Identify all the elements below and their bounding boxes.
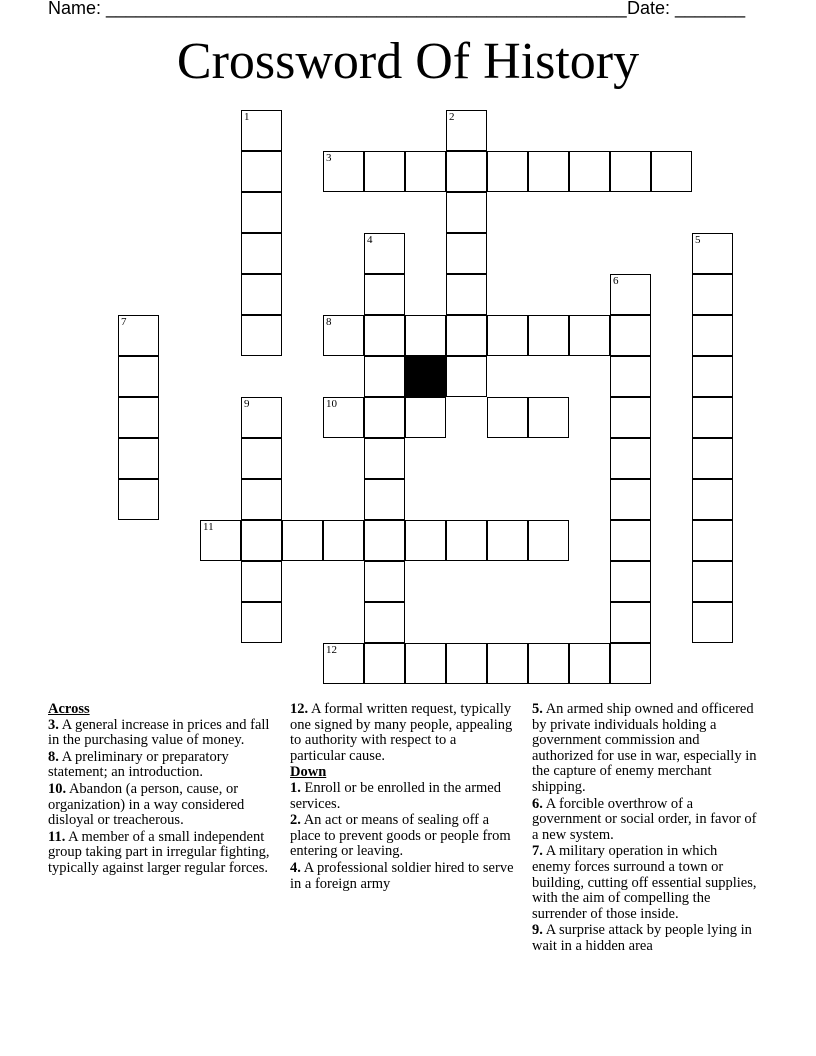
- clue-text: A surprise attack by people lying in wait in a hidden area: [532, 922, 752, 954]
- across-heading: Across: [48, 701, 90, 717]
- grid-cell[interactable]: [323, 643, 364, 684]
- down-clue-7: [532, 844, 757, 922]
- clue-number-label: 6: [613, 275, 619, 287]
- grid-cell[interactable]: [692, 397, 733, 438]
- clue-text: A formal written request, typically one signed by many people, appealing to authority with respect to a particular cause.: [290, 701, 513, 764]
- grid-cell[interactable]: [364, 233, 405, 274]
- grid-cell[interactable]: [487, 643, 528, 684]
- grid-cell[interactable]: [692, 438, 733, 479]
- down-clue-9: [532, 923, 757, 954]
- grid-cell[interactable]: [610, 479, 651, 520]
- clue-number-label: 10: [326, 398, 337, 410]
- grid-cell[interactable]: [610, 438, 651, 479]
- grid-cell[interactable]: [241, 397, 282, 438]
- grid-cell[interactable]: [364, 561, 405, 602]
- grid-cell[interactable]: [118, 397, 159, 438]
- clues-column-2: [290, 702, 515, 893]
- clue-text: An armed ship owned and officered by private individuals holding a government commission and authorized for use in war, especially in the capture of enemy merchant shipping.: [532, 701, 757, 795]
- down-clue-4: [290, 861, 515, 892]
- grid-cell[interactable]: [528, 397, 569, 438]
- grid-cell[interactable]: [446, 110, 487, 151]
- grid-cell[interactable]: [569, 315, 610, 356]
- across-clue-8: [48, 750, 273, 781]
- grid-cell[interactable]: [241, 561, 282, 602]
- clue-number-label: 12: [326, 644, 337, 656]
- grid-cell[interactable]: [569, 643, 610, 684]
- grid-cell[interactable]: [610, 602, 651, 643]
- clue-number: 10.: [48, 780, 67, 797]
- grid-cell[interactable]: [241, 520, 282, 561]
- grid-cell[interactable]: [528, 520, 569, 561]
- down-clue-6: [532, 797, 757, 844]
- across-clue-3: [48, 718, 273, 749]
- grid-cell[interactable]: [364, 151, 405, 192]
- grid-cell[interactable]: [610, 561, 651, 602]
- clue-number-label: 9: [244, 398, 250, 410]
- grid-cell[interactable]: [610, 520, 651, 561]
- grid-cell[interactable]: [241, 233, 282, 274]
- grid-cell[interactable]: [364, 643, 405, 684]
- grid-cell[interactable]: [610, 151, 651, 192]
- down-clue-5: [532, 702, 757, 796]
- grid-cell[interactable]: [282, 520, 323, 561]
- clue-number: 12.: [290, 701, 309, 717]
- grid-cell[interactable]: [241, 274, 282, 315]
- down-heading: Down: [290, 764, 327, 781]
- grid-cell[interactable]: [610, 356, 651, 397]
- grid-cell[interactable]: [118, 479, 159, 520]
- down-clue-2: [290, 813, 515, 860]
- clue-text: A forcible overthrow of a government or social order, in favor of a new system.: [532, 795, 757, 843]
- clue-number: 4.: [290, 859, 301, 876]
- grid-cell[interactable]: [446, 643, 487, 684]
- clue-number: 6.: [532, 795, 543, 812]
- clue-number-label: 11: [203, 521, 214, 533]
- clue-number: 11.: [48, 828, 66, 845]
- grid-cell[interactable]: [528, 643, 569, 684]
- grid-cell[interactable]: [692, 602, 733, 643]
- down-clue-1: [290, 781, 515, 812]
- grid-cell[interactable]: [569, 151, 610, 192]
- grid-cell[interactable]: [241, 110, 282, 151]
- grid-cell[interactable]: [323, 520, 364, 561]
- grid-cell[interactable]: [405, 315, 446, 356]
- grid-cell[interactable]: [487, 315, 528, 356]
- page-title: Crossword Of History: [176, 33, 640, 90]
- grid-cell[interactable]: [692, 315, 733, 356]
- grid-cell[interactable]: [118, 315, 159, 356]
- clue-number: 2.: [290, 812, 301, 829]
- grid-cell[interactable]: [610, 643, 651, 684]
- black-cell: [405, 356, 446, 397]
- clue-number-label: 4: [367, 234, 373, 246]
- grid-cell[interactable]: [364, 397, 405, 438]
- grid-cell[interactable]: [446, 274, 487, 315]
- grid-cell[interactable]: [692, 520, 733, 561]
- grid-cell[interactable]: [118, 438, 159, 479]
- grid-cell[interactable]: [487, 397, 528, 438]
- grid-cell[interactable]: [241, 151, 282, 192]
- grid-cell[interactable]: [323, 397, 364, 438]
- clue-number: 3.: [48, 716, 59, 733]
- clue-number-label: 3: [326, 152, 332, 164]
- grid-cell[interactable]: [692, 561, 733, 602]
- grid-cell[interactable]: [405, 643, 446, 684]
- grid-cell[interactable]: [118, 356, 159, 397]
- grid-cell[interactable]: [692, 356, 733, 397]
- clue-number: 9.: [532, 922, 543, 939]
- grid-cell[interactable]: [364, 602, 405, 643]
- date-field-label: Date: _______: [627, 0, 746, 18]
- grid-cell[interactable]: [323, 315, 364, 356]
- clues-column-3: [532, 702, 757, 956]
- grid-cell[interactable]: [405, 397, 446, 438]
- grid-cell[interactable]: [241, 438, 282, 479]
- clue-number-label: 7: [121, 316, 127, 328]
- clue-number-label: 1: [244, 111, 250, 123]
- clue-text: Abandon (a person, cause, or organization) in a way considered disloyal or treacherous.: [48, 780, 245, 829]
- clue-number: 7.: [532, 843, 543, 860]
- grid-cell[interactable]: [446, 315, 487, 356]
- grid-cell[interactable]: [446, 192, 487, 233]
- grid-cell[interactable]: [364, 520, 405, 561]
- grid-cell[interactable]: [487, 151, 528, 192]
- grid-cell[interactable]: [446, 151, 487, 192]
- grid-cell[interactable]: [364, 274, 405, 315]
- across-clue-12: [290, 702, 515, 764]
- grid-cell[interactable]: [487, 520, 528, 561]
- grid-cell[interactable]: [364, 438, 405, 479]
- grid-cell[interactable]: [241, 602, 282, 643]
- grid-cell[interactable]: [528, 315, 569, 356]
- grid-cell[interactable]: [364, 315, 405, 356]
- clue-text: A professional soldier hired to serve in a foreign army: [290, 859, 514, 892]
- clue-text: A military operation in which enemy forces surround a town or building, cutting off essential supplies, with the aim of compelling the surrender of those inside.: [532, 843, 757, 922]
- grid-cell[interactable]: [364, 479, 405, 520]
- clue-number: 8.: [48, 748, 59, 765]
- grid-cell[interactable]: [446, 233, 487, 274]
- grid-cell[interactable]: [528, 151, 569, 192]
- grid-cell[interactable]: [610, 315, 651, 356]
- across-clue-10: [48, 782, 273, 829]
- clue-text: Enroll or be enrolled in the armed services.: [290, 779, 501, 812]
- clue-number-label: 2: [449, 111, 455, 123]
- clue-text: A general increase in prices and fall in the purchasing value of money.: [48, 716, 270, 749]
- clues-column-1: [48, 702, 273, 878]
- grid-cell[interactable]: [610, 397, 651, 438]
- grid-cell[interactable]: [692, 479, 733, 520]
- grid-cell[interactable]: [446, 520, 487, 561]
- clue-text: An act or means of sealing off a place to prevent goods or people from entering or leaving.: [290, 812, 511, 860]
- grid-cell[interactable]: [692, 274, 733, 315]
- clue-text: A preliminary or preparatory statement; an introduction.: [48, 748, 229, 781]
- grid-cell[interactable]: [241, 315, 282, 356]
- clue-number: 1.: [290, 779, 301, 796]
- clue-number: 5.: [532, 701, 543, 717]
- grid-cell[interactable]: [692, 233, 733, 274]
- grid-cell[interactable]: [610, 274, 651, 315]
- grid-cell[interactable]: [200, 520, 241, 561]
- clue-number-label: 8: [326, 316, 332, 328]
- grid-cell[interactable]: [405, 151, 446, 192]
- across-clue-11: [48, 830, 273, 877]
- clue-number-label: 5: [695, 234, 701, 246]
- grid-cell[interactable]: [241, 192, 282, 233]
- grid-cell[interactable]: [323, 151, 364, 192]
- clue-text: A member of a small independent group taking part in irregular fighting, typically against larger regular forces.: [48, 828, 270, 876]
- grid-cell[interactable]: [241, 479, 282, 520]
- grid-cell[interactable]: [651, 151, 692, 192]
- grid-cell[interactable]: [446, 356, 487, 397]
- grid-cell[interactable]: [405, 520, 446, 561]
- grid-cell[interactable]: [364, 356, 405, 397]
- name-field-label: Name: ____________________________________________________: [48, 0, 627, 18]
